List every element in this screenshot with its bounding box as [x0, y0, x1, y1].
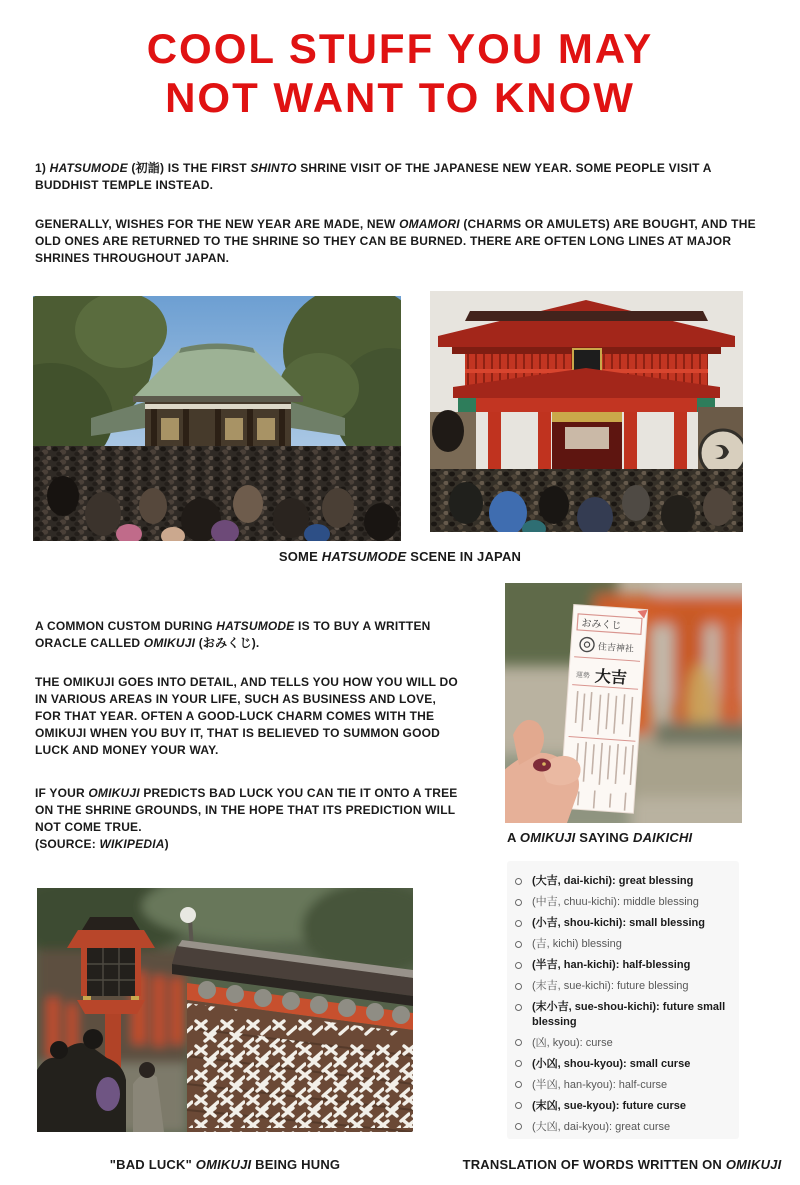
text-run: (CHARMS OR AMULETS) ARE BOUGHT, AND THE OLD ONES ARE RETURNED TO THE SHRINE SO THEY CAN BE BURNED. THERE ARE OFTEN LONG LINES AT MAJOR SHRINES THROUGHOUT JAPAN.: [35, 217, 756, 265]
text-run: SHRINE VISIT OF THE JAPANESE NEW YEAR. SOME PEOPLE VISIT A BUDDHIST TEMPLE INSTEAD.: [35, 161, 712, 192]
text-run: "BAD LUCK": [109, 1157, 196, 1172]
translation-item-text: (小凶, shou-kyou): small curse: [532, 1057, 691, 1070]
intro-paragraph-2: [35, 216, 777, 267]
body-paragraph-3: [35, 785, 463, 836]
photo-omikuji-daikichi: [505, 583, 742, 823]
translation-item-text: (小吉, shou-kichi): small blessing: [532, 917, 705, 930]
text-run: SCENE IN JAPAN: [406, 549, 522, 564]
bullet-icon: [515, 962, 522, 969]
text-run: A: [507, 830, 520, 845]
photo-hatsumode-crowd-illustration: [33, 296, 401, 541]
bullet-icon: [515, 920, 522, 927]
page-title: [0, 24, 800, 122]
translation-item-text: (大凶, dai-kyou): great curse: [532, 1120, 671, 1133]
translation-item: [515, 1099, 729, 1113]
bullet-icon: [515, 1004, 522, 1011]
translation-item: [515, 895, 729, 909]
bullet-icon: [515, 878, 522, 885]
translation-item: [515, 1036, 729, 1050]
text-run: IF YOUR: [35, 786, 89, 800]
bullet-icon: [515, 1039, 522, 1046]
bullet-icon: [515, 1060, 522, 1067]
translation-item: [515, 1000, 729, 1028]
bullet-icon: [515, 899, 522, 906]
emphasis-text: HATSUMODE: [216, 619, 295, 633]
emphasis-text: OMIKUJI: [519, 830, 576, 845]
caption-translation: [450, 1157, 794, 1172]
caption-bad-luck-omikuji: [37, 1157, 413, 1172]
translation-item: [515, 874, 729, 888]
translation-item-text: (末小吉, sue-shou-kichi): future small blessing: [532, 1001, 726, 1028]
translation-item: [515, 979, 729, 993]
translation-item: [515, 1078, 729, 1092]
caption-hatsumode-scene: [0, 549, 800, 564]
text-run: (おみくじ).: [195, 636, 260, 650]
bullet-icon: [515, 941, 522, 948]
translation-item: [515, 958, 729, 972]
emphasis-text: OMAMORI: [399, 217, 460, 231]
translation-panel: [507, 861, 739, 1139]
text-run: SAYING: [575, 830, 633, 845]
bullet-icon: [515, 1102, 522, 1109]
text-run: PREDICTS BAD LUCK YOU CAN TIE IT ONTO A TREE ON THE SHRINE GROUNDS, IN THE HOPE THAT ITS PREDICTION WILL NOT COME TRUE.: [35, 786, 458, 834]
body-paragraph-1: [35, 618, 463, 652]
title-line-2: NOT WANT TO KNOW: [165, 74, 635, 121]
emphasis-text: OMIKUJI: [195, 1157, 252, 1172]
photo-omikuji-tied: [37, 888, 413, 1132]
body-text: [35, 618, 463, 875]
text-run: GENERALLY, WISHES FOR THE NEW YEAR ARE MADE, NEW: [35, 217, 400, 231]
emphasis-text: HATSUMODE: [321, 549, 407, 564]
photo-omikuji-tied-illustration: [37, 888, 413, 1132]
translation-item-text: (凶, kyou): curse: [532, 1036, 613, 1049]
translation-item-text: (中吉, chuu-kichi): middle blessing: [532, 896, 699, 909]
bullet-icon: [515, 1081, 522, 1088]
bullet-icon: [515, 983, 522, 990]
translation-item: [515, 937, 729, 951]
text-run: IS TO BUY A WRITTEN ORACLE CALLED: [35, 619, 431, 650]
emphasis-text: HATSUMODE: [49, 161, 128, 175]
text-run: 1): [35, 161, 50, 175]
intro-paragraph-1: [35, 160, 777, 194]
emphasis-text: OMIKUJI: [88, 786, 140, 800]
text-run: THE OMIKUJI GOES INTO DETAIL, AND TELLS YOU HOW YOU WILL DO IN VARIOUS AREAS IN YOUR LIFE, SUCH AS BUSINESS AND LOVE, FOR THAT YEAR. OFTEN A GOOD-LUCK CHARM COMES WITH THE OMIKUJI WHEN YOU BUY IT, THAT IS BELIEVED TO SUMMON GOOD LUCK AND MONEY YOUR WAY.: [35, 675, 458, 757]
emphasis-text: SHINTO: [250, 161, 297, 175]
omikuji-shrine-name: 住吉神社: [597, 642, 635, 655]
intro-text: [35, 160, 777, 289]
translation-item-text: (末凶, sue-kyou): future curse: [532, 1099, 687, 1112]
emphasis-text: DAIKICHI: [632, 830, 693, 845]
caption-omikuji-daikichi: [507, 830, 757, 845]
source-note: [35, 836, 463, 853]
photo-red-shrine-gate: [430, 291, 743, 532]
photo-hatsumode-crowd: [33, 296, 401, 541]
translation-item-text: (大吉, dai-kichi): great blessing: [532, 875, 694, 887]
omikuji-fortune-text: 大吉: [594, 666, 628, 688]
text-run: TRANSLATION OF WORDS WRITTEN ON: [462, 1157, 726, 1172]
emphasis-text: OMIKUJI: [143, 636, 196, 650]
body-paragraph-2: [35, 674, 463, 759]
translation-item-text: (末吉, sue-kichi): future blessing: [532, 980, 689, 993]
text-run: SOME: [278, 549, 322, 564]
omikuji-fortune-label: 運勢: [575, 670, 591, 680]
title-line-1: COOL STUFF YOU MAY: [146, 25, 654, 72]
emphasis-text: WIKIPEDIA: [99, 837, 165, 851]
bullet-icon: [515, 1123, 522, 1130]
emphasis-text: OMIKUJI: [725, 1157, 782, 1172]
photo-red-shrine-gate-illustration: [430, 291, 743, 532]
photo-omikuji-daikichi-illustration: [505, 583, 742, 823]
translation-item-text: (半凶, han-kyou): half-curse: [532, 1078, 668, 1091]
text-run: A COMMON CUSTOM DURING: [35, 619, 217, 633]
omikuji-header-text: おみくじ: [581, 618, 622, 632]
text-run: BEING HUNG: [251, 1157, 341, 1172]
text-run: (SOURCE:: [35, 837, 100, 851]
translation-item: [515, 1057, 729, 1071]
text-run: (初詣) IS THE FIRST: [127, 161, 251, 175]
translation-item-text: (半吉, han-kichi): half-blessing: [532, 959, 691, 972]
translation-item-text: (吉, kichi) blessing: [532, 938, 622, 951]
translation-item: [515, 916, 729, 930]
translation-item: [515, 1120, 729, 1134]
text-run: ): [164, 837, 169, 851]
translation-list: [515, 874, 729, 1134]
